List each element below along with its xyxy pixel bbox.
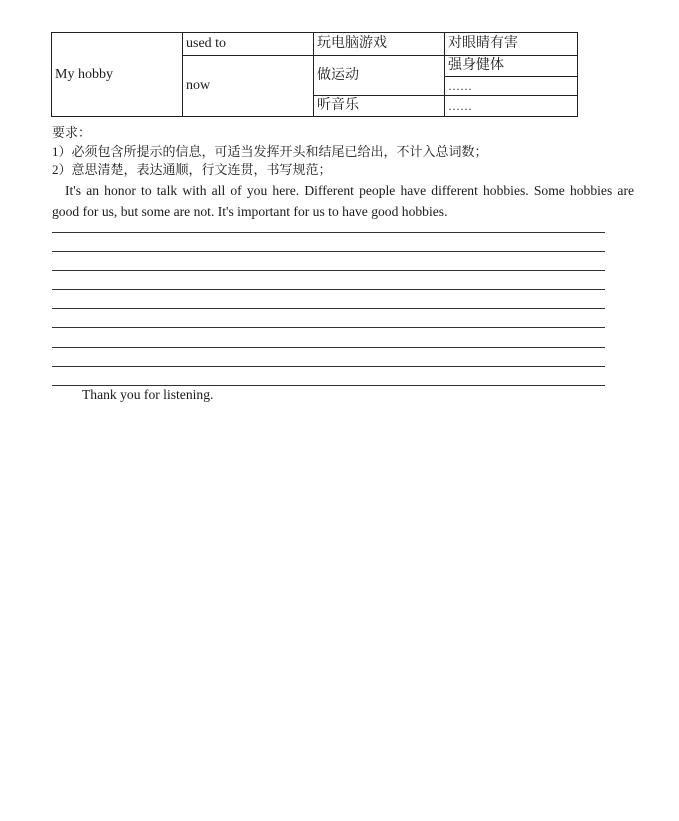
activity-sports: 做运动 <box>314 56 445 96</box>
requirement-item-1: 1）必须包含所提示的信息，可适当发挥开头和结尾已给出，不计入总词数； <box>52 144 488 159</box>
writing-line <box>52 347 605 348</box>
writing-line <box>52 308 605 309</box>
writing-line <box>52 251 605 252</box>
row-header-my-hobby: My hobby <box>52 33 183 117</box>
writing-line <box>52 289 605 290</box>
closing-sentence: Thank you for listening. <box>82 387 214 402</box>
period-used-to: used to <box>183 33 314 56</box>
effect-ellipsis-2: …… <box>445 96 578 117</box>
writing-line <box>52 366 605 367</box>
writing-line <box>52 327 605 328</box>
writing-line <box>52 270 605 271</box>
writing-lines <box>52 232 605 404</box>
table-row <box>52 33 578 56</box>
activity-music: 听音乐 <box>314 96 445 117</box>
effect-ellipsis-1: …… <box>445 77 578 96</box>
writing-line <box>52 232 605 233</box>
activity-computer-games: 玩电脑游戏 <box>314 33 445 56</box>
hobby-table <box>51 32 578 117</box>
effect-build-body: 强身健体 <box>445 56 578 77</box>
requirements-title: 要求： <box>52 125 92 140</box>
effect-harmful-eyes: 对眼睛有害 <box>445 33 578 56</box>
requirement-item-2: 2）意思清楚，表达通顺，行文连贯，书写规范； <box>52 162 332 177</box>
period-now: now <box>183 56 314 117</box>
opening-paragraph: It's an honor to talk with all of you here. Different people have different hobbies. Some hobbies are good for us, but some are not. It's important for us to have good hobbies. <box>52 183 634 219</box>
